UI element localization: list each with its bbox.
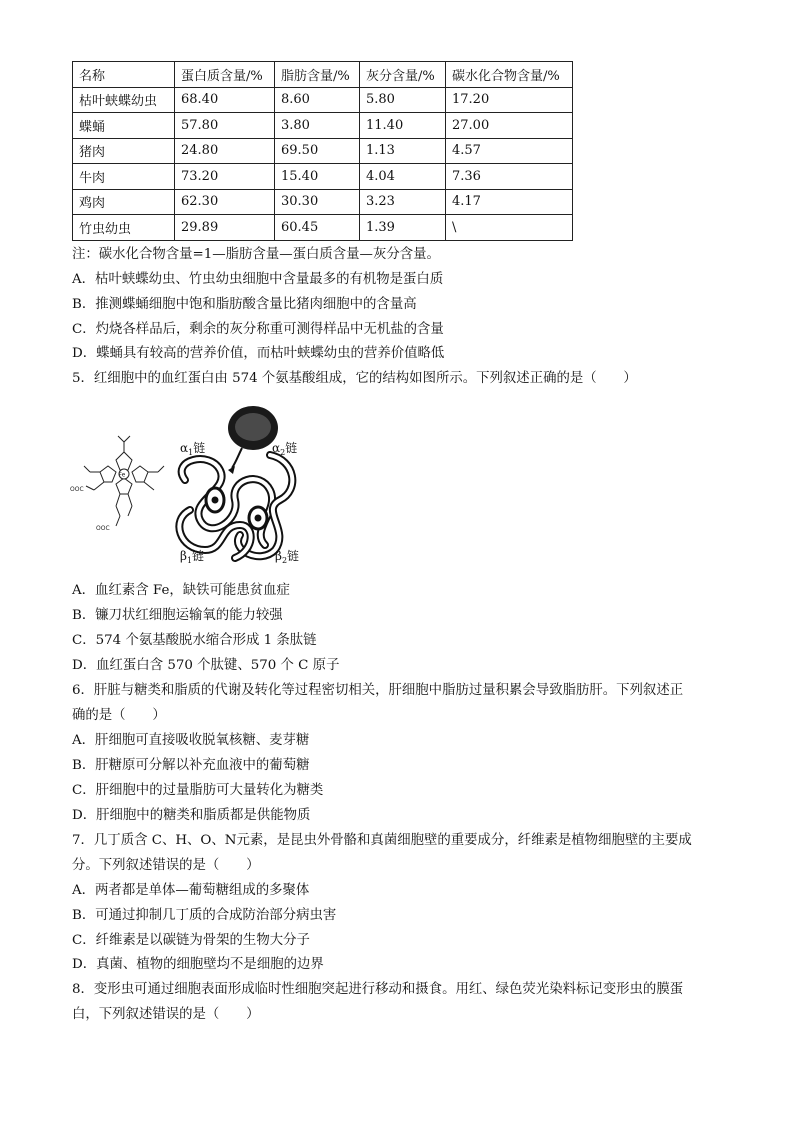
- table-cell: 3.80: [275, 113, 360, 139]
- q6-option-c: C．肝细胞中的过量脂肪可大量转化为糖类: [72, 783, 324, 798]
- table-row: [73, 164, 573, 190]
- table-cell: 24.80: [175, 138, 275, 164]
- table-cell: 竹虫幼虫: [73, 215, 175, 241]
- table-cell: 3.23: [360, 189, 446, 215]
- table-cell: 15.40: [275, 164, 360, 190]
- table-cell: 57.80: [175, 113, 275, 139]
- q6-stem-line2: 确的是（ ）: [72, 708, 166, 723]
- q8-stem-line1: 8．变形虫可通过细胞表面形成临时性细胞突起进行移动和摄食。用红、绿色荧光染料标记变形虫的膜蛋: [72, 982, 684, 997]
- table-cell: 1.39: [360, 215, 446, 241]
- table-cell: 牛肉: [73, 164, 175, 190]
- table-row: [73, 138, 573, 164]
- table-cell: 鸡肉: [73, 189, 175, 215]
- q7-stem-line2: 分。下列叙述错误的是（ ）: [72, 858, 260, 873]
- table-cell: 30.30: [275, 189, 360, 215]
- table-header-cell: 名称: [73, 62, 175, 88]
- alpha1-label: $\alpha_1$链: [180, 441, 206, 457]
- table-cell: 27.00: [446, 113, 573, 139]
- table-cell: 60.45: [275, 215, 360, 241]
- q5-option-d: D．血红蛋白含 570 个肽键、570 个 C 原子: [72, 658, 340, 673]
- q7-option-b: B．可通过抑制几丁质的合成防治部分病虫害: [72, 908, 337, 923]
- heme-disc-inner: [235, 413, 271, 441]
- table-cell: \: [446, 215, 573, 241]
- table-cell: 5.80: [360, 87, 446, 113]
- q5-option-c: C．574 个氨基酸脱水缩合形成 1 条肽链: [72, 633, 317, 648]
- table-row: [73, 87, 573, 113]
- table-cell: 4.57: [446, 138, 573, 164]
- q6-stem-line1: 6．肝脏与糖类和脂质的代谢及转化等过程密切相关，肝细胞中脂肪过量积累会导致脂肪肝。下列叙述正: [72, 683, 684, 698]
- q4-option-a: A．枯叶蛱蝶幼虫、竹虫幼虫细胞中含量最多的有机物是蛋白质: [72, 272, 444, 287]
- q7-option-a: A．两者都是单体—葡萄糖组成的多聚体: [72, 883, 310, 898]
- table-cell: 蝶蛹: [73, 113, 175, 139]
- table-cell: 8.60: [275, 87, 360, 113]
- table-cell: 73.20: [175, 164, 275, 190]
- table-row: [73, 189, 573, 215]
- table-cell: 68.40: [175, 87, 275, 113]
- table-cell: 猪肉: [73, 138, 175, 164]
- q7-option-c: C．纤维素是以碳链为骨架的生物大分子: [72, 933, 310, 948]
- ooc-label-bottom: OOC: [96, 525, 110, 532]
- q6-option-a: A．肝细胞可直接吸收脱氧核糖、麦芽糖: [72, 733, 310, 748]
- table-note: 注：碳水化合物含量=1—脂肪含量—蛋白质含量—灰分含量。: [72, 247, 440, 262]
- fe-label: Fe: [118, 471, 126, 479]
- arrow-line: [232, 448, 242, 468]
- table-cell: 4.04: [360, 164, 446, 190]
- table-header-cell: 蛋白质含量/%: [175, 62, 275, 88]
- q6-option-d: D．肝细胞中的糖类和脂质都是供能物质: [72, 808, 311, 823]
- table-cell: 17.20: [446, 87, 573, 113]
- table-cell: 枯叶蛱蝶幼虫: [73, 87, 175, 113]
- table-cell: 7.36: [446, 164, 573, 190]
- table-row: [73, 113, 573, 139]
- beta2-label: $\beta_2$链: [275, 549, 300, 565]
- q8-stem-line2: 白，下列叙述错误的是（ ）: [72, 1007, 260, 1022]
- alpha2-label: $\alpha_2$链: [272, 441, 298, 457]
- q6-option-b: B．肝糖原可分解以补充血液中的葡萄糖: [72, 758, 310, 773]
- heme-molecule: [84, 436, 164, 526]
- table-cell: 29.89: [175, 215, 275, 241]
- table-row: [73, 215, 573, 241]
- q4-option-c: C．灼烧各样品后，剩余的灰分称重可测得样品中无机盐的含量: [72, 322, 444, 337]
- table-cell: 69.50: [275, 138, 360, 164]
- ooc-label-top: OOC: [70, 486, 84, 493]
- table-header-cell: 碳水化合物含量/%: [446, 62, 573, 88]
- table-header-cell: 脂肪含量/%: [275, 62, 360, 88]
- table-cell: 11.40: [360, 113, 446, 139]
- nutrition-table: [72, 61, 573, 241]
- q5-stem: 5．红细胞中的血红蛋白由 574 个氨基酸组成，它的结构如图所示。下列叙述正确的是（ ）: [72, 371, 637, 386]
- q7-option-d: D．真菌、植物的细胞壁均不是细胞的边界: [72, 957, 324, 972]
- table-header-row: [73, 62, 573, 88]
- q4-option-b: B．推测蝶蛹细胞中饱和脂肪酸含量比猪肉细胞中的含量高: [72, 297, 417, 312]
- table-cell: 1.13: [360, 138, 446, 164]
- table-header-cell: 灰分含量/%: [360, 62, 446, 88]
- q5-option-a: A．血红素含 Fe，缺铁可能患贫血症: [72, 583, 290, 598]
- table-cell: 4.17: [446, 189, 573, 215]
- protein-chains: [179, 455, 292, 558]
- table-cell: 62.30: [175, 189, 275, 215]
- q7-stem-line1: 7．几丁质含 C、H、O、N元素，是昆虫外骨骼和真菌细胞壁的重要成分，纤维素是植物细胞壁的主要成: [72, 833, 692, 848]
- q4-option-d: D．蝶蛹具有较高的营养价值，而枯叶蛱蝶幼虫的营养价值略低: [72, 346, 445, 361]
- beta1-label: $\beta_1$链: [180, 549, 205, 565]
- q5-option-b: B．镰刀状红细胞运输氧的能力较强: [72, 608, 283, 623]
- hemoglobin-structure-figure: [70, 400, 310, 572]
